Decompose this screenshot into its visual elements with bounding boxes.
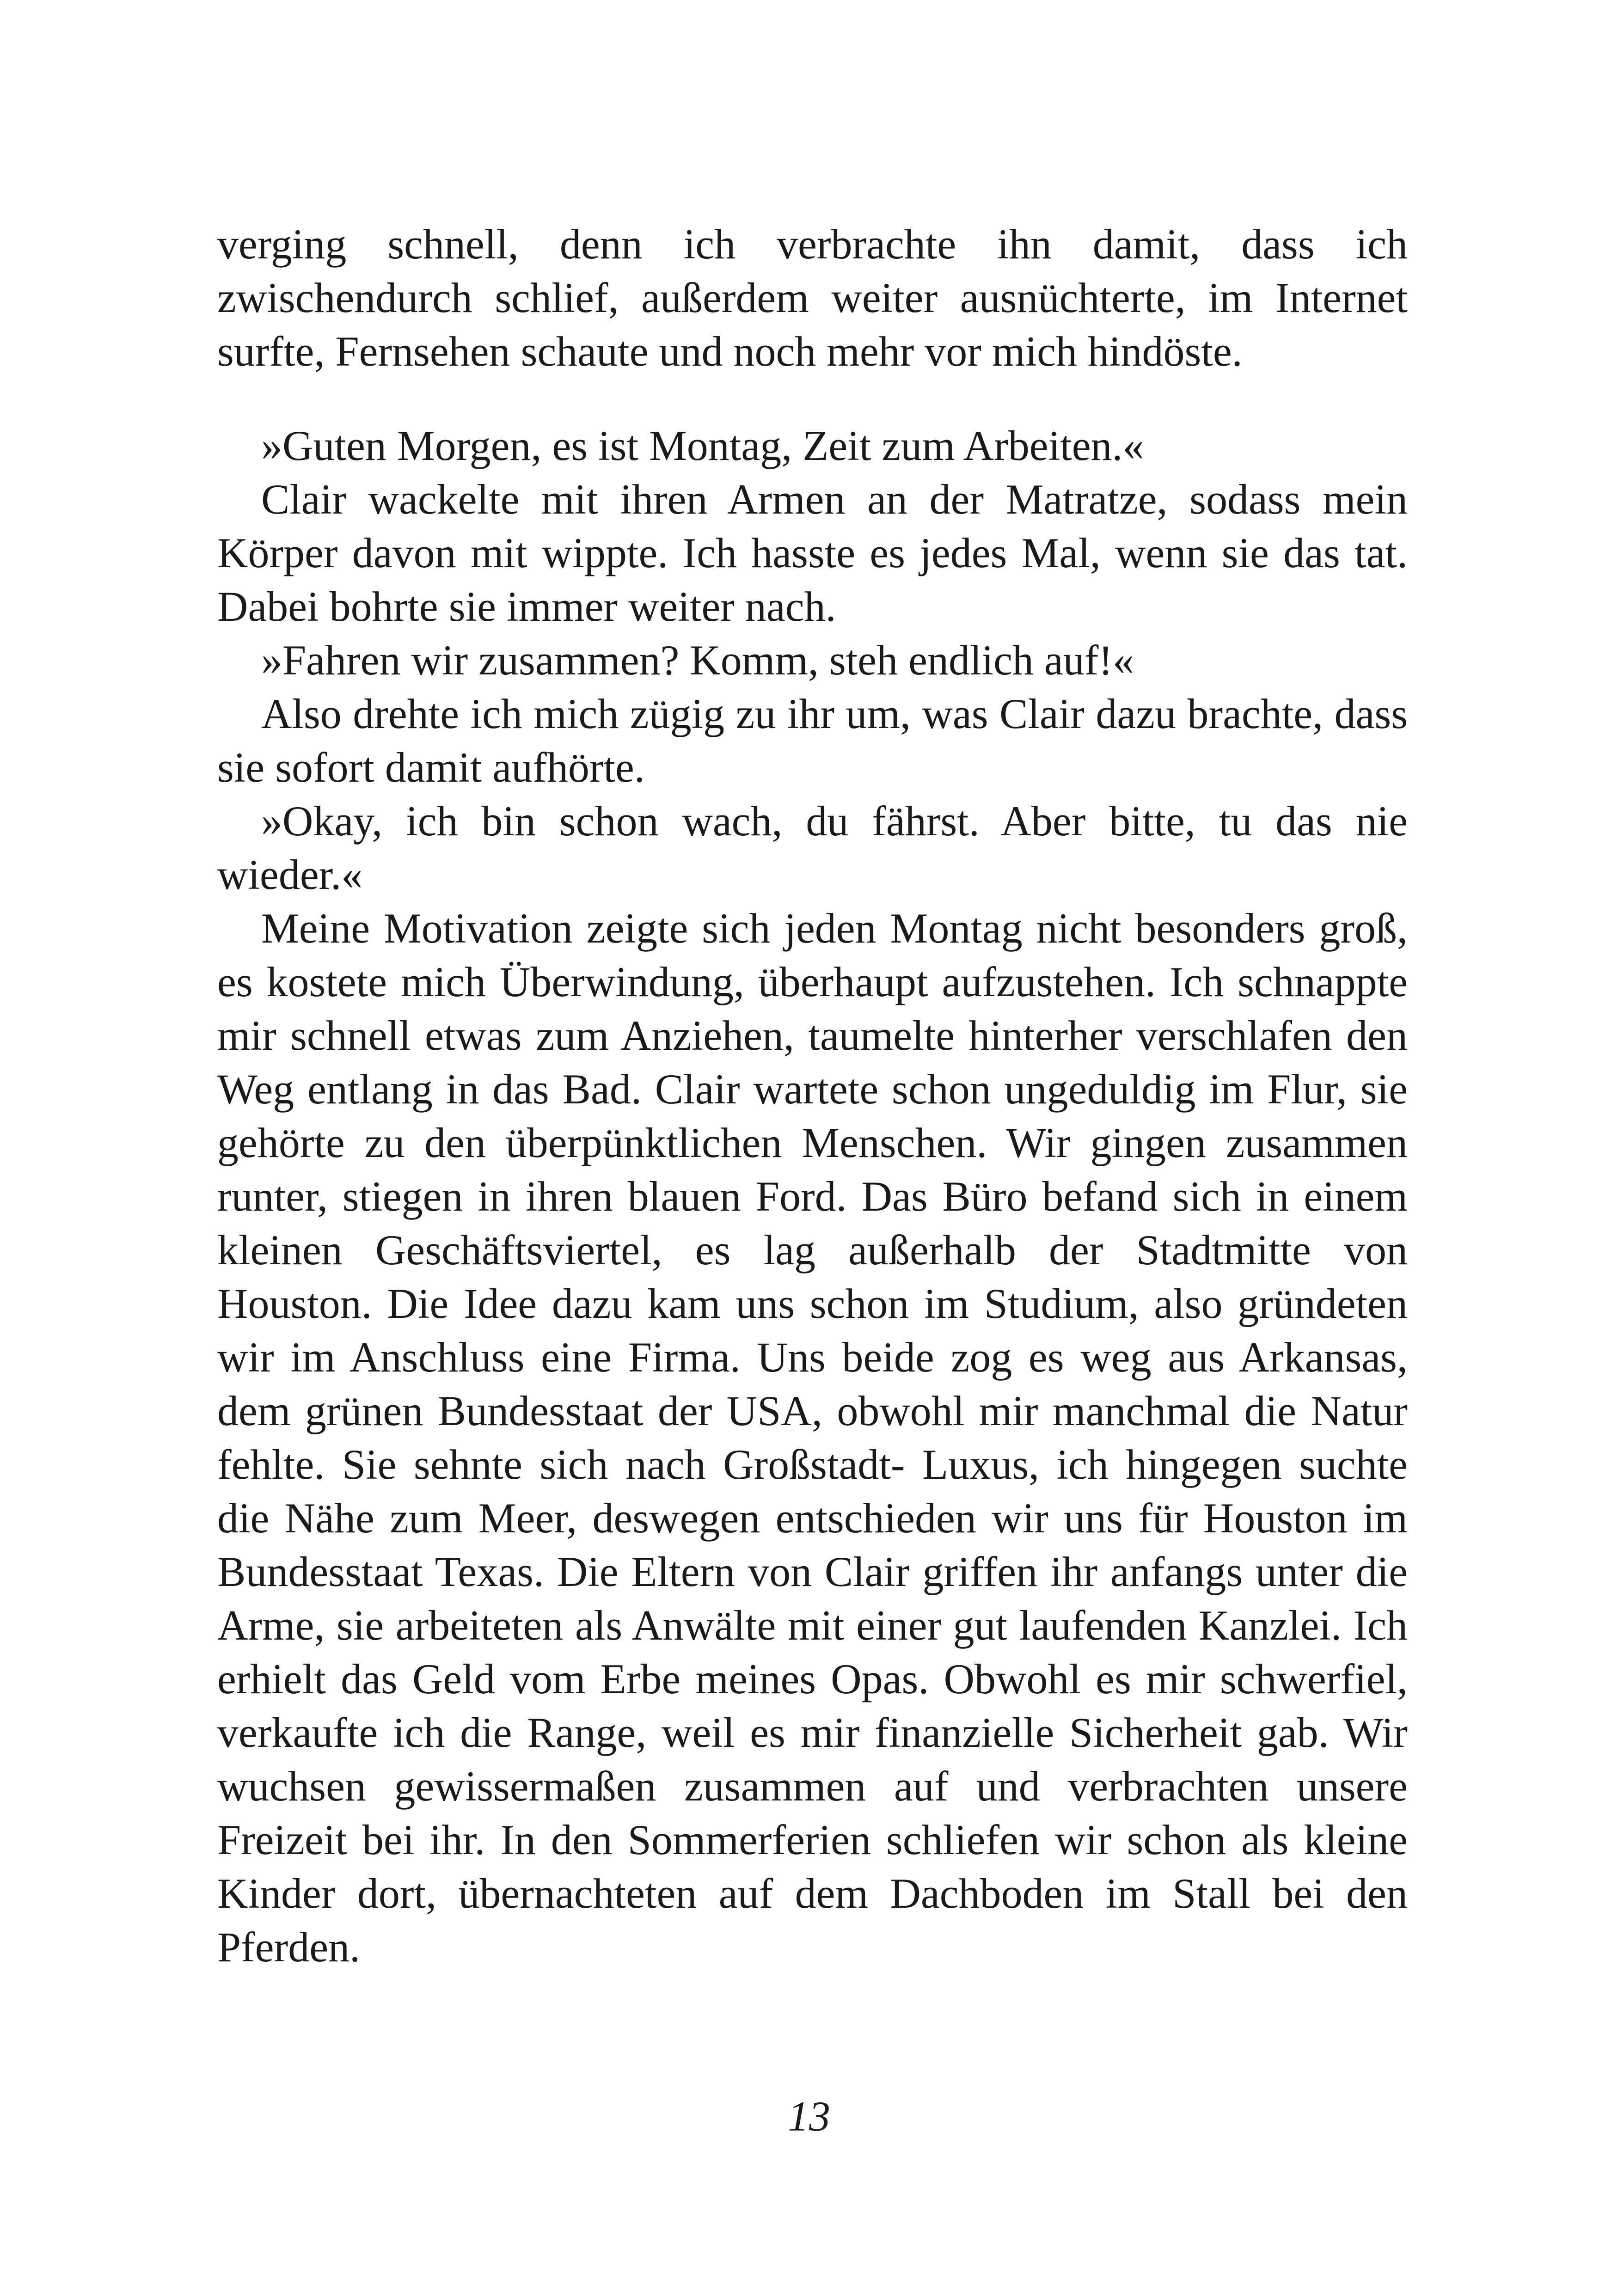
opening-paragraph: verging schnell, denn ich verbrachte ihn damit, dass ich zwischendurch schlief, außerdem weiter ausnüchterte, im Internet surfte, Fernsehen schaute und noch mehr vor mich hindöste. (217, 220, 1408, 375)
paragraph-turn-around: Also drehte ich mich zügig zu ihr um, was Clair dazu brachte, dass sie sofort damit aufhörte. (217, 690, 1408, 791)
opening-text-block (217, 217, 1408, 378)
paragraph-clair-wakes: Clair wackelte mit ihren Armen an der Matratze, sodass mein Körper davon mit wippte. Ich hasste es jedes Mal, wenn sie das tat. Dabei bohrte sie immer weiter nach. (217, 476, 1408, 630)
paragraph-okay-awake: »Okay, ich bin schon wach, du fährst. Aber bitte, tu das nie wieder.« (217, 797, 1408, 898)
paragraph-motivation: Meine Motivation zeigte sich jeden Montag nicht besonders groß, es kostete mich Überwindung, überhaupt aufzustehen. Ich schnappte mir schnell etwas zum Anziehen, taumelte hinterher verschlafen den Weg entlang in das Bad. Clair wartete schon ungeduldig im Flur, sie gehörte zu den überpünktlichen Menschen. Wir gingen zusammen runter, stiegen in ihren blauen Ford. Das Büro befand sich in einem kleinen Geschäftsviertel, es lag außerhalb der Stadtmitte von Houston. Die Idee dazu kam uns schon im Studium, also gründeten wir im Anschluss eine Firma. Uns beide zog es weg aus Arkansas, dem grünen Bundesstaat der USA, obwohl mir manchmal die Natur fehlte. Sie sehnte sich nach Großstadt- Luxus, ich hingegen suchte die Nähe zum Meer, deswegen entschieden wir uns für Houston im Bundesstaat Texas. Die Eltern von Clair griffen ihr anfangs unter die Arme, sie arbeiteten als Anwälte mit einer gut laufenden Kanzlei. Ich erhielt das Geld vom Erbe meines Opas. Obwohl es mir schwerfiel, verkaufte ich die Range, weil es mir finanzielle Sicherheit gab. Wir wuchsen gewissermaßen zusammen auf und verbrachten unsere Freizeit bei ihr. In den Sommerferien schliefen wir schon als kleine Kinder dort, übernachteten auf dem Dachboden im Stall bei den Pferden. (217, 905, 1408, 1971)
page-number: 13 (788, 2093, 830, 2140)
main-text-block (217, 419, 1408, 1974)
paragraph-drive-together: »Fahren wir zusammen? Komm, steh endlich auf!« (261, 637, 1134, 684)
paragraph-greeting: »Guten Morgen, es ist Montag, Zeit zum Arbeiten.« (261, 422, 1144, 469)
